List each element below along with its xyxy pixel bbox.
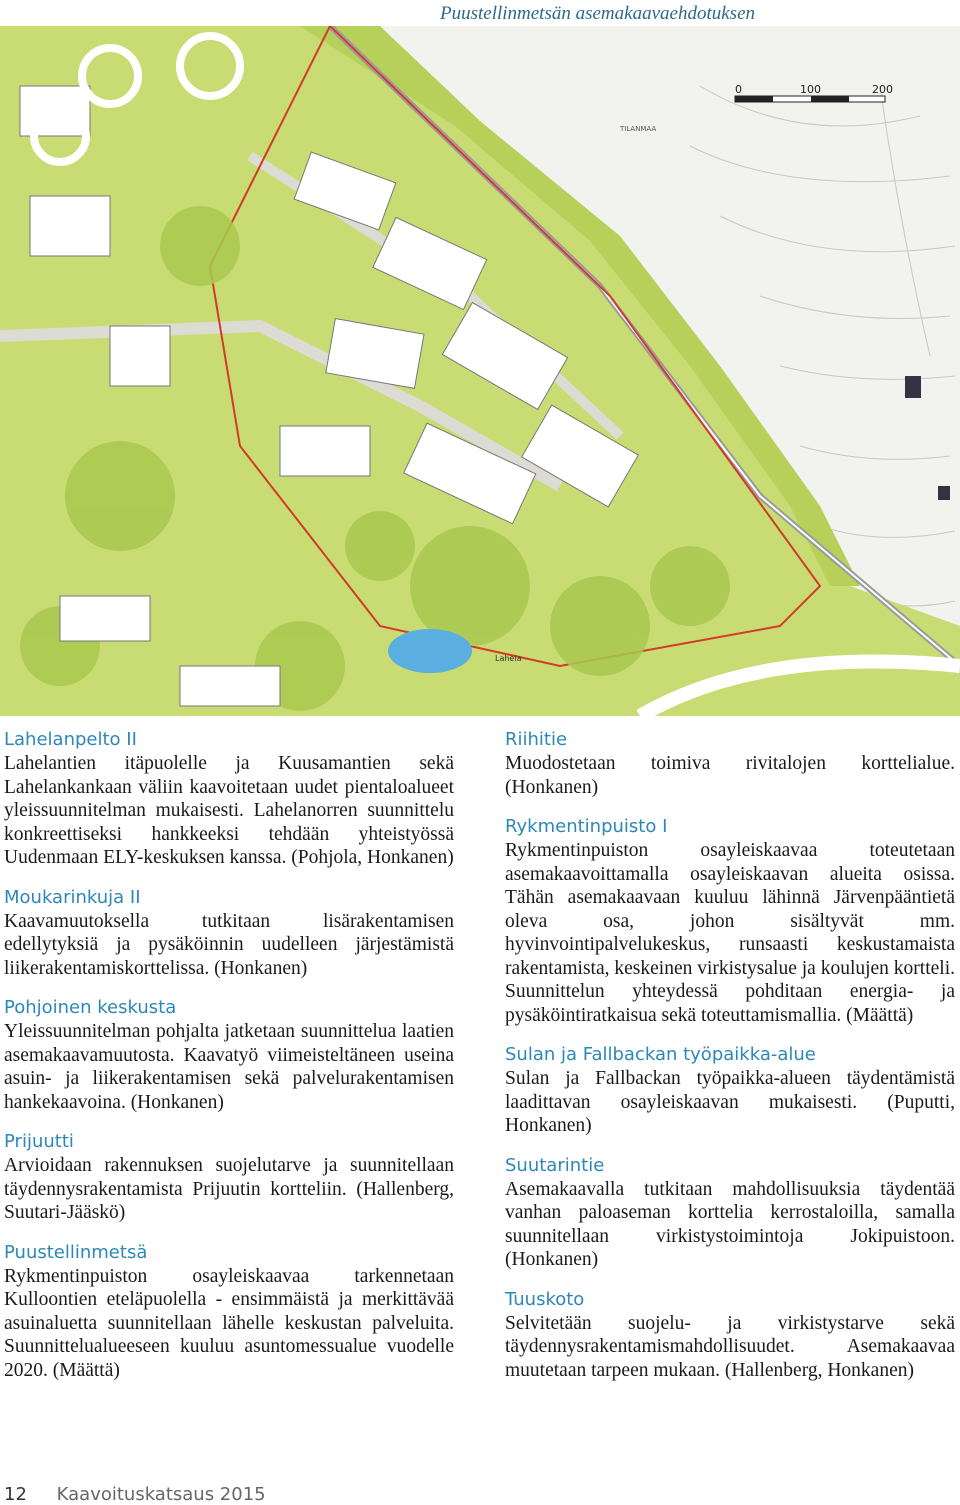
pond	[388, 629, 472, 673]
scale-label-0: 0	[735, 83, 742, 96]
section-text: Asemakaavalla tutkitaan mahdollisuuksia täydentää vanhan paloaseman korttelia kerrostaloilla, samalla suunnitellaan virkistystoimintoja Jokipuistoon. (Honkanen)	[505, 1178, 955, 1270]
section-title: Rykmentinpuisto I	[505, 816, 668, 837]
section-title: Prijuutti	[4, 1131, 74, 1152]
section-title: Riihitie	[505, 729, 568, 750]
section-text: Kaavamuutoksella tutkitaan lisärakentamisen edellytyksiä ja pysäköinnin uudelleen järjestämistä liikerakentamiskorttelissa. (Honkanen)	[4, 910, 454, 979]
section-text: Rykmentinpuiston osayleiskaavaa tarkennetaan Kulloontien eteläpuolella - ensimmäistä ja merkittävää asuinaluetta suunnitellaan lähelle keskustan palveluita. Suunnittelualueeseen kuuluu asuntomessualue vuodelle 2020. (Määttä)	[4, 1265, 454, 1381]
section-text: Lahelantien itäpuolelle ja Kuusamantien sekä Lahelankankaan väliin kaavoitetaan uudet pientaloalueet yleissuunnitelman mukaisesti. Lahelanorren suunnittelu konkreettiseksi hankkeeksi tehdään yhteistyössä Uudenmaan ELY-keskuksen kanssa. (Pohjola, Honkanen)	[4, 753, 454, 868]
section-title: Suutarintie	[505, 1154, 605, 1176]
place-label-lahela: Lahela	[495, 654, 522, 663]
section-title: Lahelanpelto II	[4, 729, 137, 750]
site-plan-map	[0, 26, 960, 716]
publication-title: Kaavoituskatsaus 2015	[56, 1484, 266, 1505]
section-tuuskoto	[505, 1288, 955, 1383]
section-text: Muodostetaan toimiva rivitalojen korttelialue. (Honkanen)	[505, 753, 955, 798]
section-riihitie	[505, 728, 955, 799]
section-rykmentinpuisto	[505, 815, 955, 1027]
section-prijuutti	[4, 1130, 454, 1225]
section-title: Moukarinkuja II	[4, 886, 141, 908]
section-title: Tuuskoto	[505, 1288, 585, 1310]
section-text: Rykmentinpuiston osayleiskaavaa toteutetaan asemakaavoittamalla osayleiskaavan alueita osissa. Tähän asemakaavaan kuuluu lähinnä Järvenpääntietä oleva osa, johon sisältyvät mm. hyvinvointipalvelukeskus, runsaasti keskustamaista rakentamista, keskeinen virkistysalue ja koulujen kortteli. Suunnittelun yhteydessä pohditaan energia- ja pysäköintiratkaisua sekä toteuttamismallia. (Määttä)	[505, 840, 956, 1026]
section-text: Yleissuunnitelman pohjalta jatketaan suunnittelua laatien asemakaavamuutosta. Kaavatyö viimeisteltäneen useina asuin- ja liikerakentamisen sekä palvelurakentamisen hankekaavoina. (Honkanen)	[4, 1021, 454, 1113]
section-text: Selvitetään suojelu- ja virkistystarve sekä täydennysrakentamismahdollisuudet. Asemakaavaa muutetaan tarpeen mukaan. (Hallenberg, Honkanen)	[505, 1312, 955, 1381]
section-suutarintie	[505, 1154, 955, 1272]
building-dark	[905, 376, 921, 398]
page-footer	[4, 1484, 266, 1505]
section-title: Puustellinmetsä	[4, 1241, 148, 1263]
place-label-tilanmaa: TILANMAA	[620, 125, 657, 133]
left-column	[4, 728, 454, 1398]
section-sulan-fallbackan	[505, 1043, 955, 1138]
section-text: Arvioidaan rakennuksen suojelutarve ja suunnitellaan täydennysrakentamista Prijuutin kortteliin. (Hallenberg, Suutari-Jääskö)	[4, 1155, 454, 1223]
section-pohjoinen-keskusta	[4, 996, 454, 1114]
section-title: Pohjoinen keskusta	[4, 997, 177, 1018]
site-plan-illustration	[0, 26, 960, 716]
section-lahelanpelto	[4, 728, 454, 870]
section-puustellinmetsa	[4, 1241, 454, 1383]
section-moukarinkuja	[4, 886, 454, 981]
scale-label-200: 200	[872, 83, 893, 96]
section-text: Sulan ja Fallbackan työpaikka-alueen täydentämistä laadittavan osayleiskaavan mukaisesti. (Puputti, Honkanen)	[505, 1068, 955, 1136]
figure-caption: Puustellinmetsän asemakaavaehdotuksen	[439, 3, 755, 24]
scale-label-100: 100	[800, 83, 821, 96]
section-title: Sulan ja Fallbackan työpaikka-alue	[505, 1044, 816, 1065]
right-column	[505, 728, 955, 1398]
page-number: 12	[4, 1484, 27, 1505]
